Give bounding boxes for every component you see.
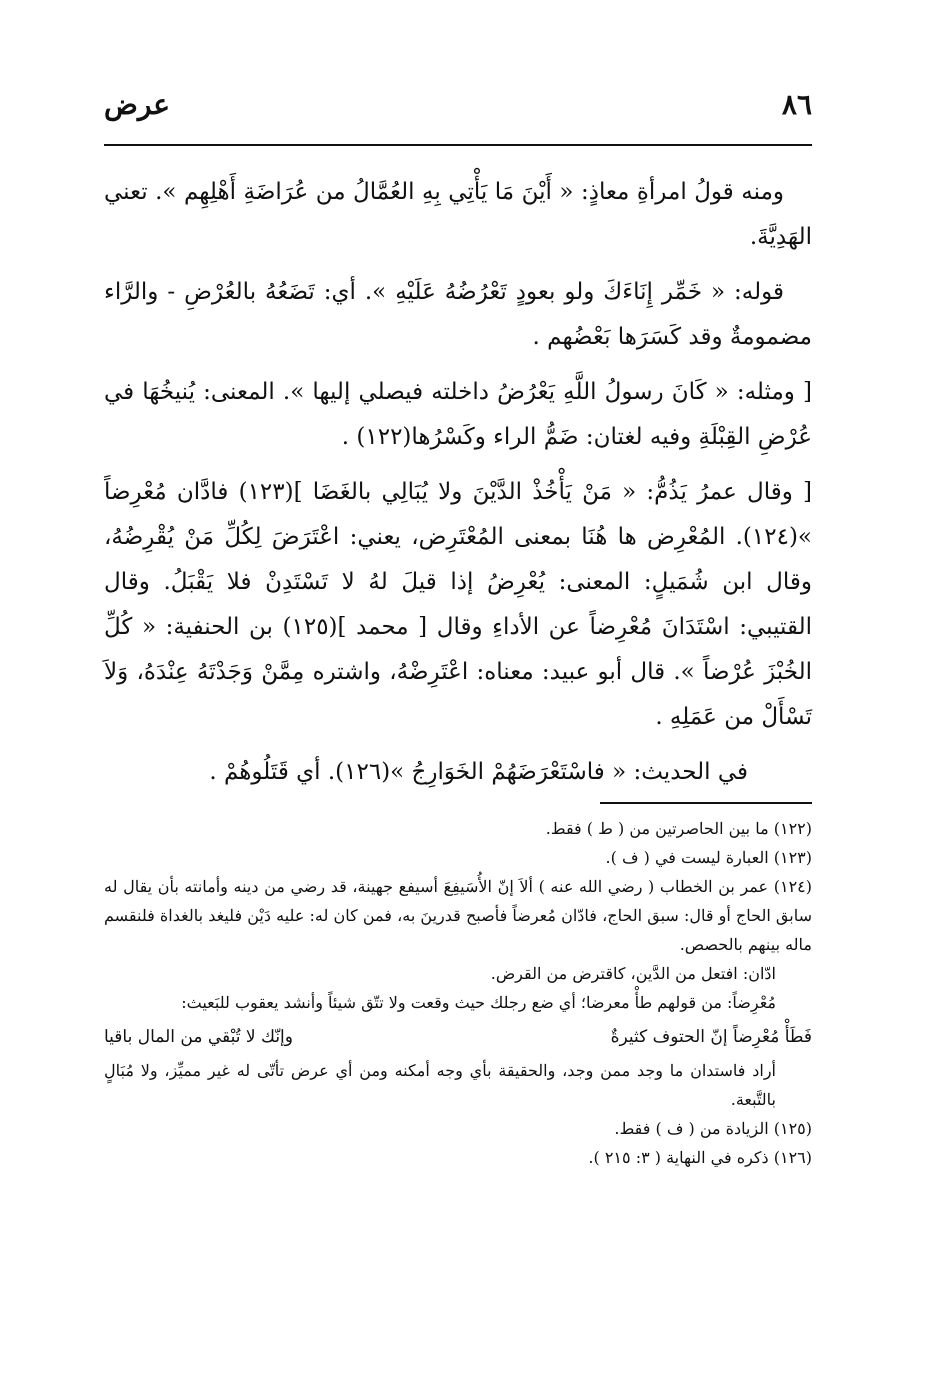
footnote-124-definition-1: ادّان: افتعل من الدَّين، كاقترض من القرض. — [490, 964, 776, 983]
poem-hemistich-1: فَطَأْ مُعْرِضاً إنّ الحتوف كثيرةٌ — [610, 1027, 812, 1047]
main-text — [104, 170, 812, 805]
page-number: ٨٦ — [781, 88, 812, 121]
footnote-rule — [600, 802, 812, 804]
paragraph-4: [ وقال عمرُ يَذُمُّ: « مَنْ يَأْخُذْ الدَّيْنَ ولا يُبَالِي بالغَضَا ](١٢٣) فادَّان مُعْرِضاً »(١٢٤). المُعْرِض ها هُنَا بمعنى المُعْتَرِض، يعني: اعْتَرَضَ لِكُلِّ مَنْ يُقْرِضُهُ، وقال ابن شُمَيلٍ: المعنى: يُعْرِضُ إذا قيلَ لهُ لا تَسْتَدِنْ فلا يَقْبَلُ. وقال القتيبي: اسْتَدَانَ مُعْرِضاً عن الأداءِ وقال [ محمد ](١٢٥) بن الحنفية: « كُلِّ الخُبْزَ عُرْضاً ». قال أبو عبيد: معناه: اعْتَرِضْهُ، واشتره مِمَّنْ وَجَدْتَهُ عِنْدَهُ، وَلاَ تَسْأَلْ من عَمَلِهِ . — [104, 479, 812, 730]
paragraph-3: [ ومثله: « كَانَ رسولُ اللَّهِ يَعْرُضُ داخلته فيصلي إليها ». المعنى: يُنيخُهَا في عُرْضِ القِبْلَةِ وفيه لغتان: ضَمُّ الراء وكَسْرُها(١٢٢) . — [104, 379, 812, 450]
footnote-124: (١٢٤) عمر بن الخطاب ( رضي الله عنه ) ألاَ إنّ الأُسَيفِعَ أسيفع جهينة، قد رضي من دينه وأمانته بأن يقال له سابق الحاج أو قال: سبق الحاج، فادّان مُعرضاً فأصبح قدرينَ به، فمن كان له: عليه دَيْن فليغد بالغداة فلنقسم ماله بينهم بالحصص. — [104, 877, 812, 954]
header-rule — [104, 144, 812, 146]
paragraph-2: قوله: « خَمِّر إِنَاءَكَ ولو بعودٍ تَعْرُضُهُ عَلَيْهِ ». أي: تَضَعُهُ بالعُرْضِ - والرَّاء مضمومةٌ وقد كَسَرَها بَعْضُهم . — [104, 279, 812, 350]
poem-hemistich-2: وإنّك لا تُبْقي من المال باقيا — [104, 1027, 293, 1047]
footnote-124-definition-2: مُعْرِضاً: من قولهم طأْ معرضا؛ أي ضع رجلك حيث وقعت ولا تتّق شيئاً وأنشد يعقوب للبَعيث: — [181, 993, 776, 1012]
paragraph-1: ومنه قولُ امرأةِ معاذٍ: « أَيْنَ مَا يَأْتِي بِهِ العُمَّالُ من عُرَاضَةِ أَهْلِهِم ». تعني الهَدِيَّةَ. — [104, 179, 812, 250]
running-title: عرض — [104, 88, 171, 121]
poem-verse — [104, 1023, 812, 1052]
footnote-125: (١٢٥) الزيادة من ( ف ) فقط. — [614, 1119, 812, 1138]
footnote-122: (١٢٢) ما بين الحاصرتين من ( ط ) فقط. — [545, 819, 812, 838]
footnote-124-explanation: أراد فاستدان ما وجد ممن وجد، والحقيقة بأي وجه أمكنه ومن أي عرض تأتّى له غير مميِّز، ولا مُبَالٍ بالتَّبعة. — [104, 1061, 776, 1109]
page-header — [104, 88, 812, 128]
footnote-123: (١٢٣) العبارة ليست في ( ف ). — [605, 848, 812, 867]
paragraph-5: في الحديث: « فاسْتَعْرَضَهُمْ الخَوَارِجُ »(١٢٦). أي قَتَلُوهُمْ . — [209, 759, 748, 785]
footnote-126: (١٢٦) ذكره في النهاية ( ٣: ٢١٥ ). — [588, 1148, 812, 1167]
footnotes — [104, 814, 812, 1172]
